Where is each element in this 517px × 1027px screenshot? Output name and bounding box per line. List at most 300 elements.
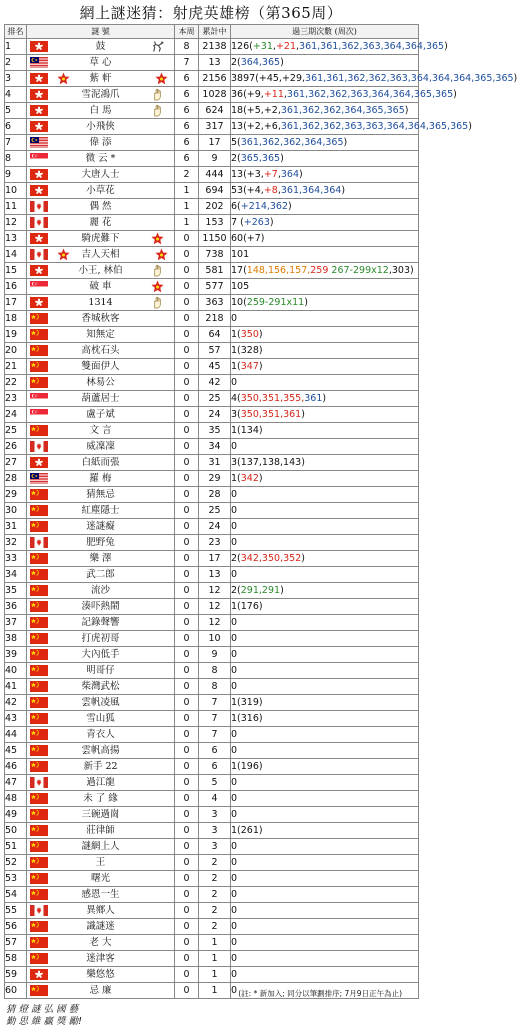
history-cell [231, 935, 419, 951]
history-segment: +31 [252, 41, 273, 52]
china-flag-icon [30, 681, 48, 692]
total-score-cell: 202 [199, 199, 231, 215]
player-name: 偶 然 [89, 201, 112, 212]
total-score-cell: 2 [199, 871, 231, 887]
player-name: 明哥仔 [86, 665, 115, 676]
name-cell [27, 87, 175, 103]
history-segment: 1( [231, 329, 241, 340]
total-score-cell: 624 [199, 103, 231, 119]
hong-kong-flag-icon [30, 169, 48, 180]
total-score-cell: 3 [199, 823, 231, 839]
history-cell [231, 327, 419, 343]
table-row [5, 151, 419, 167]
total-score-cell: 12 [199, 615, 231, 631]
name-cell [27, 663, 175, 679]
history-segment: , [283, 89, 287, 100]
rank-cell: 37 [5, 615, 27, 631]
history-cell [231, 311, 419, 327]
history-cell [231, 695, 419, 711]
player-name: 鼓 [95, 41, 106, 52]
deer-icon [151, 40, 164, 53]
history-segment: ) [280, 153, 284, 164]
header-week: 本周 [175, 25, 199, 39]
table-row [5, 199, 419, 215]
hong-kong-flag-icon [30, 121, 48, 132]
name-cell [27, 119, 175, 135]
header-history: 過三期次數 (周次) [231, 25, 419, 39]
history-segment: 3897(+45,+29, [231, 73, 306, 84]
table-row [5, 599, 419, 615]
name-cell [27, 439, 175, 455]
history-segment: 0 [231, 905, 238, 916]
player-name: 新手 22 [83, 761, 118, 772]
week-score-cell: 6 [175, 135, 199, 151]
player-name: 騎虎難下 [81, 233, 120, 244]
china-flag-icon [30, 377, 48, 388]
table-row [5, 711, 419, 727]
total-score-cell: 1150 [199, 231, 231, 247]
player-name: 打虎初哥 [81, 633, 120, 644]
player-name: 林易公 [86, 377, 115, 388]
china-flag-icon [30, 617, 48, 628]
slogan-line-2: 勤 思 維 贏 獎 勵! [6, 1016, 82, 1027]
history-segment: 350 [240, 329, 259, 340]
china-flag-icon [30, 665, 48, 676]
name-cell [27, 887, 175, 903]
table-row [5, 263, 419, 279]
china-flag-icon [30, 649, 48, 660]
total-score-cell: 5 [199, 775, 231, 791]
total-score-cell: 28 [199, 487, 231, 503]
name-cell [27, 151, 175, 167]
singapore-flag-icon [30, 393, 48, 404]
history-cell [231, 71, 517, 87]
history-segment: 0 [231, 665, 238, 676]
history-cell [231, 775, 419, 791]
total-score-cell: 25 [199, 503, 231, 519]
week-score-cell: 6 [175, 119, 199, 135]
player-name: 白 馬 [89, 105, 112, 116]
table-row [5, 775, 419, 791]
total-score-cell: 29 [199, 471, 231, 487]
china-flag-icon [30, 345, 48, 356]
history-cell [231, 279, 419, 295]
table-row [5, 279, 419, 295]
week-score-cell: 6 [175, 87, 199, 103]
table-row [5, 423, 419, 439]
history-segment: 350,351,355, [240, 393, 305, 404]
rank-cell: 35 [5, 583, 27, 599]
china-flag-icon [30, 953, 48, 964]
name-cell [27, 391, 175, 407]
player-name: 草 心 [89, 57, 112, 68]
hand-icon [151, 104, 164, 117]
table-row [5, 647, 419, 663]
week-score-cell: 0 [175, 919, 199, 935]
name-cell [27, 759, 175, 775]
header-name: 謎 號 [27, 25, 175, 39]
history-segment: 36(+9, [231, 89, 264, 100]
total-score-cell: 64 [199, 327, 231, 343]
player-name: 紫 軒 [89, 73, 112, 84]
total-score-cell: 7 [199, 711, 231, 727]
rank-cell: 33 [5, 551, 27, 567]
name-cell [27, 311, 175, 327]
china-flag-icon [30, 857, 48, 868]
history-cell [231, 631, 419, 647]
history-segment: 0 [231, 857, 238, 868]
rank-cell: 32 [5, 535, 27, 551]
header-total: 累計中 [199, 25, 231, 39]
name-cell [27, 183, 175, 199]
ranking-table [4, 24, 517, 999]
player-name: 小王, 林伯 [78, 265, 123, 276]
history-segment: 350,351,361 [240, 409, 302, 420]
week-score-cell: 0 [175, 407, 199, 423]
history-cell [231, 87, 457, 103]
table-row [5, 183, 419, 199]
name-cell [27, 775, 175, 791]
name-cell [27, 951, 175, 967]
history-cell [231, 215, 419, 231]
table-row [5, 807, 419, 823]
history-segment: ) [513, 73, 517, 84]
total-score-cell: 9 [199, 647, 231, 663]
name-cell [27, 343, 175, 359]
player-name: 香城秋客 [81, 313, 120, 324]
table-row [5, 823, 419, 839]
rank-cell: 50 [5, 823, 27, 839]
history-cell [231, 599, 419, 615]
player-name: 青衣人 [86, 729, 115, 740]
history-segment: 259-291x11 [246, 297, 305, 308]
week-score-cell: 6 [175, 71, 199, 87]
history-segment: 1( [231, 473, 241, 484]
name-cell [27, 327, 175, 343]
history-segment: 0 [231, 313, 238, 324]
singapore-flag-icon [30, 153, 48, 164]
table-row [5, 951, 419, 967]
table-row [5, 503, 419, 519]
table-row [5, 839, 419, 855]
history-segment: 18(+5,+2, [231, 105, 281, 116]
history-segment: 0 [231, 521, 238, 532]
history-segment: 0 [231, 841, 238, 852]
player-name: 謎網上人 [81, 841, 120, 852]
rank-cell: 16 [5, 279, 27, 295]
rank-cell: 22 [5, 375, 27, 391]
player-name: 偉 添 [89, 137, 112, 148]
name-cell [27, 487, 175, 503]
week-score-cell: 0 [175, 471, 199, 487]
hong-kong-flag-icon [30, 185, 48, 196]
history-segment: 0 [231, 889, 238, 900]
table-row [5, 535, 419, 551]
week-score-cell: 0 [175, 647, 199, 663]
total-score-cell: 2156 [199, 71, 231, 87]
table-row [5, 967, 419, 983]
footnote: (註: * 新加入; 同分以筆劃排序; 7月9日正午為止) [238, 989, 402, 998]
week-score-cell: 0 [175, 551, 199, 567]
history-cell [231, 439, 419, 455]
rank-cell: 25 [5, 423, 27, 439]
player-name: 異鄉人 [86, 905, 115, 916]
total-score-cell: 1 [199, 935, 231, 951]
history-cell [231, 151, 419, 167]
china-flag-icon [30, 633, 48, 644]
total-score-cell: 7 [199, 695, 231, 711]
week-score-cell: 0 [175, 743, 199, 759]
china-flag-icon [30, 585, 48, 596]
player-name: 武二郎 [86, 569, 115, 580]
history-segment: 365,365 [240, 153, 281, 164]
rank-cell: 10 [5, 183, 27, 199]
history-cell [231, 807, 419, 823]
name-cell [27, 615, 175, 631]
week-score-cell: 0 [175, 967, 199, 983]
table-row [5, 343, 419, 359]
player-name: 王 [95, 857, 106, 868]
history-segment: ) [301, 553, 305, 564]
name-cell [27, 263, 175, 279]
table-row [5, 103, 419, 119]
total-score-cell: 17 [199, 551, 231, 567]
history-cell [231, 263, 419, 279]
table-row [5, 743, 419, 759]
history-segment: 105 [231, 281, 250, 292]
history-segment: 0 [231, 873, 238, 884]
name-cell [27, 103, 175, 119]
table-row [5, 631, 419, 647]
total-score-cell: 4 [199, 791, 231, 807]
week-score-cell: 0 [175, 791, 199, 807]
history-cell [231, 247, 419, 263]
history-cell [231, 231, 419, 247]
total-score-cell: 8 [199, 679, 231, 695]
history-segment: ) [453, 89, 457, 100]
china-flag-icon [30, 761, 48, 772]
star-badge-icon [155, 72, 168, 85]
player-name: 老 大 [89, 937, 112, 948]
week-score-cell: 0 [175, 327, 199, 343]
week-score-cell: 0 [175, 599, 199, 615]
week-score-cell: 1 [175, 199, 199, 215]
history-segment: 1(328) [231, 345, 263, 356]
total-score-cell: 581 [199, 263, 231, 279]
name-cell [27, 631, 175, 647]
history-cell [231, 135, 419, 151]
history-segment: 2( [231, 57, 241, 68]
player-name: 肥野兔 [86, 537, 115, 548]
total-score-cell: 31 [199, 455, 231, 471]
page-title: 網上謎迷猜：射虎英雄榜（第365周） [79, 4, 343, 22]
china-flag-icon [30, 873, 48, 884]
table-row [5, 215, 419, 231]
player-name: 莊律師 [86, 825, 115, 836]
player-name: 微 云 * [85, 153, 116, 164]
total-score-cell: 2 [199, 919, 231, 935]
history-cell [231, 503, 419, 519]
player-name: 過江龍 [86, 777, 115, 788]
china-flag-icon [30, 825, 48, 836]
hong-kong-flag-icon [30, 73, 48, 84]
rank-cell: 47 [5, 775, 27, 791]
rank-cell: 49 [5, 807, 27, 823]
name-cell [27, 839, 175, 855]
history-segment: ) [258, 329, 263, 340]
rank-cell: 43 [5, 711, 27, 727]
name-cell [27, 823, 175, 839]
total-score-cell: 34 [199, 439, 231, 455]
history-segment: 6( [231, 201, 241, 212]
week-score-cell: 0 [175, 871, 199, 887]
player-name: 白紙而張 [81, 457, 120, 468]
week-score-cell: 0 [175, 455, 199, 471]
history-segment: ) [444, 41, 448, 52]
china-flag-icon [30, 729, 48, 740]
history-segment: 361 [304, 393, 323, 404]
history-cell [231, 855, 419, 871]
table-body [5, 39, 517, 999]
history-segment: 361,361,362,363,364,364,365 [299, 41, 445, 52]
history-segment: ) [304, 297, 308, 308]
history-segment: 0 [231, 793, 238, 804]
history-cell [231, 119, 472, 135]
table-row [5, 935, 419, 951]
history-segment: 0 [231, 489, 238, 500]
player-name: 高枕石头 [81, 345, 120, 356]
header-rank: 排名 [5, 25, 27, 39]
china-flag-icon [30, 889, 48, 900]
rank-cell: 15 [5, 263, 27, 279]
week-score-cell: 0 [175, 567, 199, 583]
hong-kong-flag-icon [30, 969, 48, 980]
history-segment: 1( [231, 361, 241, 372]
player-name: 雪山狐 [86, 713, 115, 724]
player-name: 迷津客 [86, 953, 115, 964]
history-segment: 0 [231, 937, 238, 948]
player-name: 盧子斌 [86, 409, 115, 420]
player-name: 迷謎癡 [86, 521, 115, 532]
total-score-cell: 24 [199, 519, 231, 535]
name-cell [27, 807, 175, 823]
name-cell [27, 215, 175, 231]
total-score-cell: 25 [199, 391, 231, 407]
table-row [5, 583, 419, 599]
player-name: 湊吓熱鬧 [81, 601, 120, 612]
history-cell [231, 791, 419, 807]
week-score-cell: 0 [175, 615, 199, 631]
table-row [5, 439, 419, 455]
china-flag-icon [30, 697, 48, 708]
hand-icon [151, 296, 164, 309]
malaysia-flag-icon [30, 137, 48, 148]
player-name: 紅塵隱士 [81, 505, 120, 516]
slogan-line-1: 猜 燈 謎 弘 國 藝 [6, 1004, 79, 1015]
rank-cell: 56 [5, 919, 27, 935]
history-segment: 291,291 [240, 585, 281, 596]
table-row [5, 87, 419, 103]
total-score-cell: 363 [199, 295, 231, 311]
rank-cell: 9 [5, 167, 27, 183]
history-cell [231, 183, 419, 199]
history-segment: 342 [240, 473, 259, 484]
rank-cell: 11 [5, 199, 27, 215]
player-name: 流沙 [90, 585, 110, 596]
history-segment: 0 [231, 777, 238, 788]
name-cell [27, 727, 175, 743]
table-row [5, 727, 419, 743]
rank-cell: 40 [5, 663, 27, 679]
name-cell [27, 167, 175, 183]
history-segment: 0 [231, 633, 238, 644]
history-segment: ) [343, 137, 348, 148]
rank-cell: 24 [5, 407, 27, 423]
player-name: 知無定 [86, 329, 115, 340]
week-score-cell: 0 [175, 695, 199, 711]
rank-cell: 4 [5, 87, 27, 103]
week-score-cell: 0 [175, 487, 199, 503]
player-name: 記錄聲響 [81, 617, 120, 628]
history-cell [231, 647, 419, 663]
history-segment: , [296, 41, 300, 52]
hong-kong-flag-icon [30, 41, 48, 52]
history-segment: 2( [231, 153, 241, 164]
total-score-cell: 12 [199, 583, 231, 599]
history-cell [231, 743, 419, 759]
hong-kong-flag-icon [30, 457, 48, 468]
total-score-cell: 3 [199, 807, 231, 823]
table-row [5, 519, 419, 535]
rank-cell: 45 [5, 743, 27, 759]
week-score-cell: 0 [175, 711, 199, 727]
history-segment: 0 [231, 505, 238, 516]
history-segment: 0 [231, 953, 238, 964]
name-cell [27, 983, 175, 999]
rank-cell: 14 [5, 247, 27, 263]
history-segment: ) [341, 185, 346, 196]
name-cell [27, 135, 175, 151]
history-segment: 0 [231, 969, 238, 980]
history-segment: ) [468, 121, 472, 132]
name-cell [27, 407, 175, 423]
total-score-cell: 23 [199, 535, 231, 551]
history-segment: 101 [231, 249, 250, 260]
name-cell [27, 375, 175, 391]
history-cell [231, 471, 419, 487]
history-segment: 267-299x12 [328, 265, 389, 276]
total-score-cell: 444 [199, 167, 231, 183]
total-score-cell: 8 [199, 663, 231, 679]
player-name: 小飛俠 [86, 121, 115, 132]
table-row [5, 455, 419, 471]
week-score-cell: 0 [175, 519, 199, 535]
week-score-cell: 1 [175, 183, 199, 199]
player-name: 猜無忌 [86, 489, 115, 500]
canada-flag-icon [30, 905, 48, 916]
week-score-cell: 0 [175, 279, 199, 295]
total-score-cell: 218 [199, 311, 231, 327]
week-score-cell: 0 [175, 295, 199, 311]
canada-flag-icon [30, 777, 48, 788]
history-cell [231, 535, 419, 551]
week-score-cell: 0 [175, 343, 199, 359]
history-segment: 0 [231, 681, 238, 692]
history-segment: ) [280, 57, 284, 68]
history-segment: 347 [240, 361, 259, 372]
player-name: 三碗過崗 [81, 809, 120, 820]
table-row [5, 391, 419, 407]
